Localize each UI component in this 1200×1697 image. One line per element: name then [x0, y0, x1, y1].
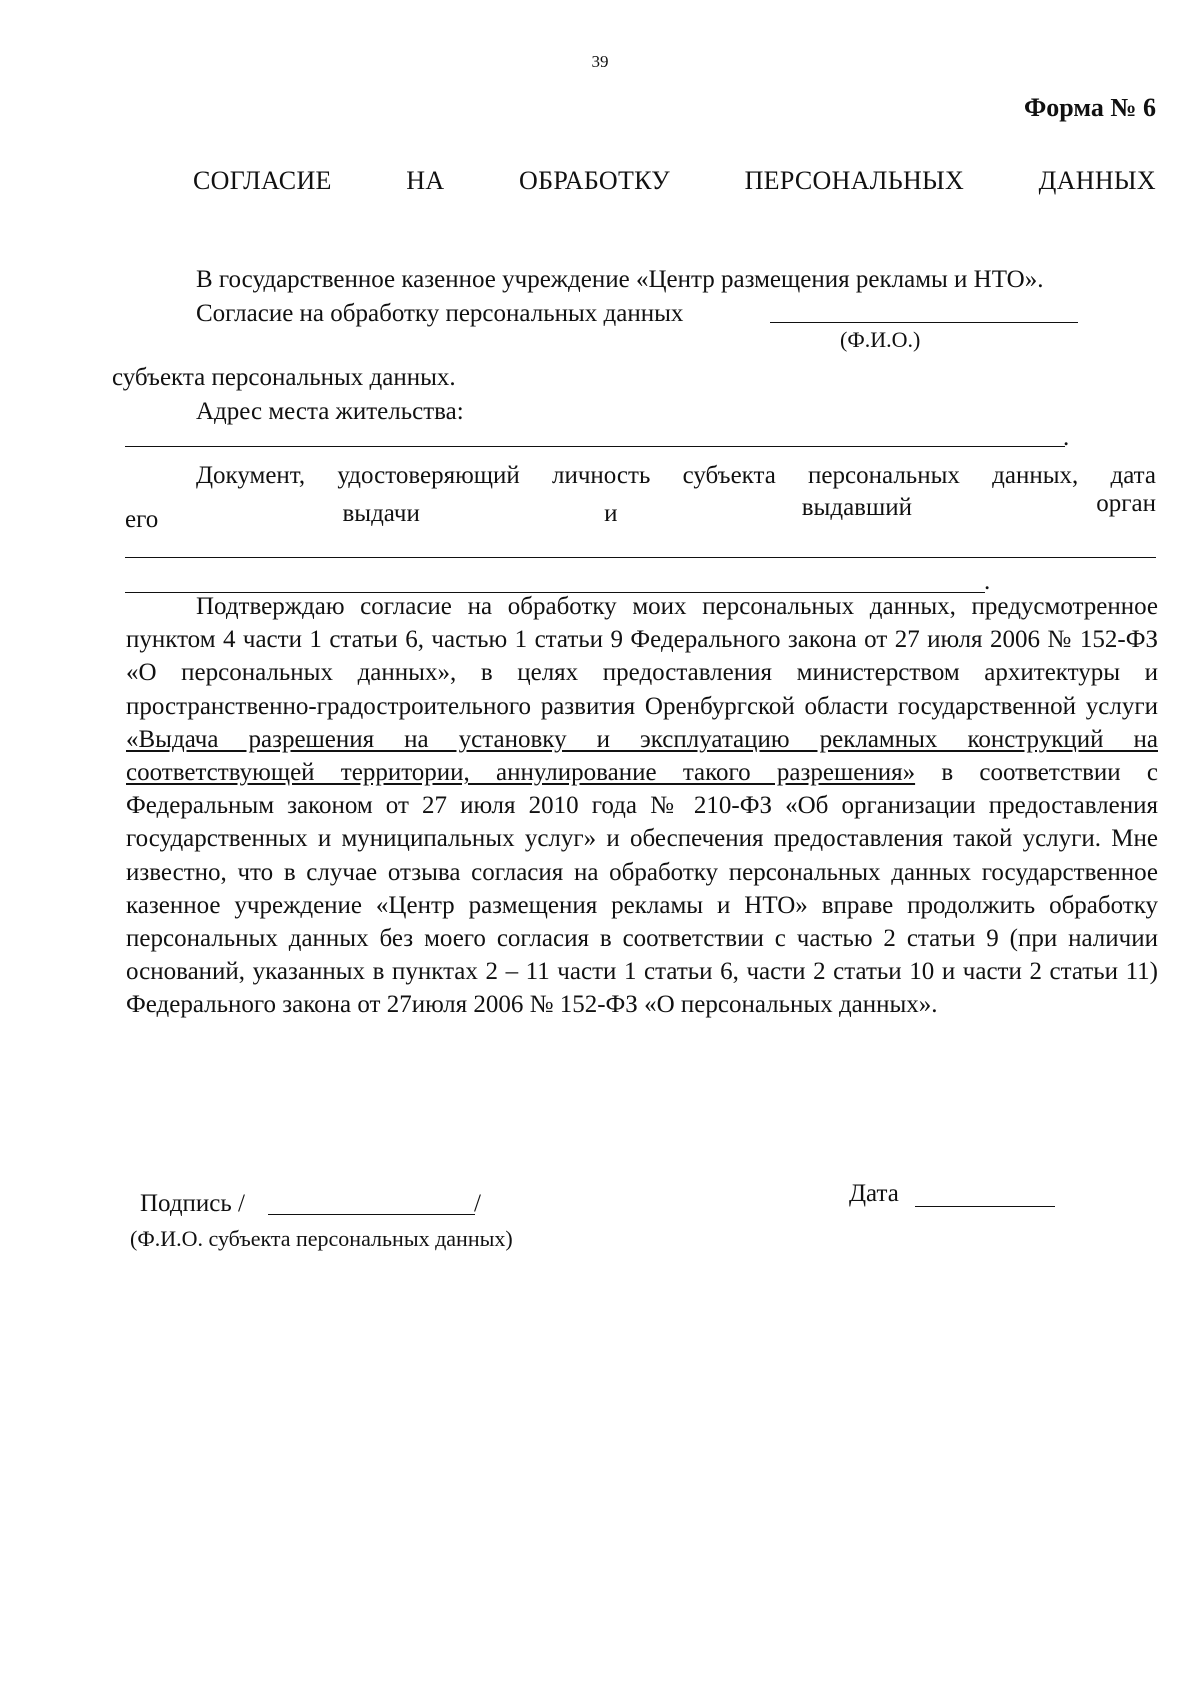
signature-label: Подпись /: [140, 1190, 246, 1217]
fio-caption: (Ф.И.О.): [840, 327, 921, 352]
signature-blank-line[interactable]: [268, 1214, 475, 1215]
signature-caption: (Ф.И.О. субъекта персональных данных): [130, 1226, 513, 1251]
document-line-2: [125, 490, 1156, 534]
document-word: его: [125, 506, 159, 533]
title-word: СОГЛАСИЕ: [193, 166, 332, 195]
title-word: ПЕРСОНАЛЬНЫХ: [744, 166, 965, 195]
document-line-dot: .: [984, 568, 991, 595]
document-line-1: Документ, удостоверяющий личность субъекта персональных данных, дата: [196, 462, 1156, 489]
document-title: [193, 166, 1156, 196]
fio-blank-line[interactable]: [770, 322, 1078, 323]
document-word: выдавший: [801, 494, 912, 521]
document-word: и: [604, 500, 618, 527]
signature-closing-slash: /: [474, 1190, 481, 1217]
form-number: Форма № 6: [1023, 93, 1156, 122]
consent-text-part2: в соответствии с Федеральным законом от 27 июля 2010 года № 210-ФЗ «Об организации предоставления государственных и муниципальных услуг» и обеспечения предоставления такой услуги. Мне известно, что в случае отзыва согласия на обработку персональных данных государственное казенное учреждение «Центр размещения рекламы и НТО» вправе продолжить обработку персональных данных без моего согласия в соответствии с частью 2 статьи 9 (при наличии оснований, указанных в пунктах 2 – 11 части 1 статьи 6, части 2 статьи 10 и части 2 статьи 11) Федерального закона от 27июля 2006 № 152-ФЗ «О персональных данных».: [126, 759, 1158, 1019]
document-word: выдачи: [342, 500, 420, 527]
consent-line: Согласие на обработку персональных данных: [196, 300, 684, 327]
service-name-underlined: «Выдача разрешения на установку и эксплуатацию рекламных конструкций на соответствующей территории, аннулирование такого разрешения»: [126, 725, 1158, 787]
subject-line: субъекта персональных данных.: [112, 364, 456, 391]
institution-line: В государственное казенное учреждение «Центр размещения рекламы и НТО».: [196, 266, 1044, 293]
date-blank-line[interactable]: [915, 1206, 1055, 1207]
title-word: ДАННЫХ: [1038, 166, 1156, 195]
date-label: Дата: [849, 1180, 899, 1207]
address-label: Адрес места жительства:: [196, 398, 464, 425]
consent-paragraph: [126, 590, 1158, 1022]
title-word: ОБРАБОТКУ: [519, 166, 670, 195]
document-blank-line-1[interactable]: [125, 557, 1156, 558]
address-blank-line[interactable]: [125, 446, 1065, 447]
title-word: НА: [406, 166, 445, 195]
document-word: орган: [1096, 490, 1156, 517]
page-number: 39: [591, 52, 609, 71]
address-line-dot: .: [1063, 424, 1070, 451]
consent-text-part1: Подтверждаю согласие на обработку моих персональных данных, предусмотренное пунктом 4 части 1 статьи 6, частью 1 статьи 9 Федерального закона от 27 июля 2006 № 152-ФЗ «О персональных данных», в целях предоставления министерством архитектуры и пространственно-градостроительного развития Оренбургской области государственной услуги: [126, 593, 1158, 720]
